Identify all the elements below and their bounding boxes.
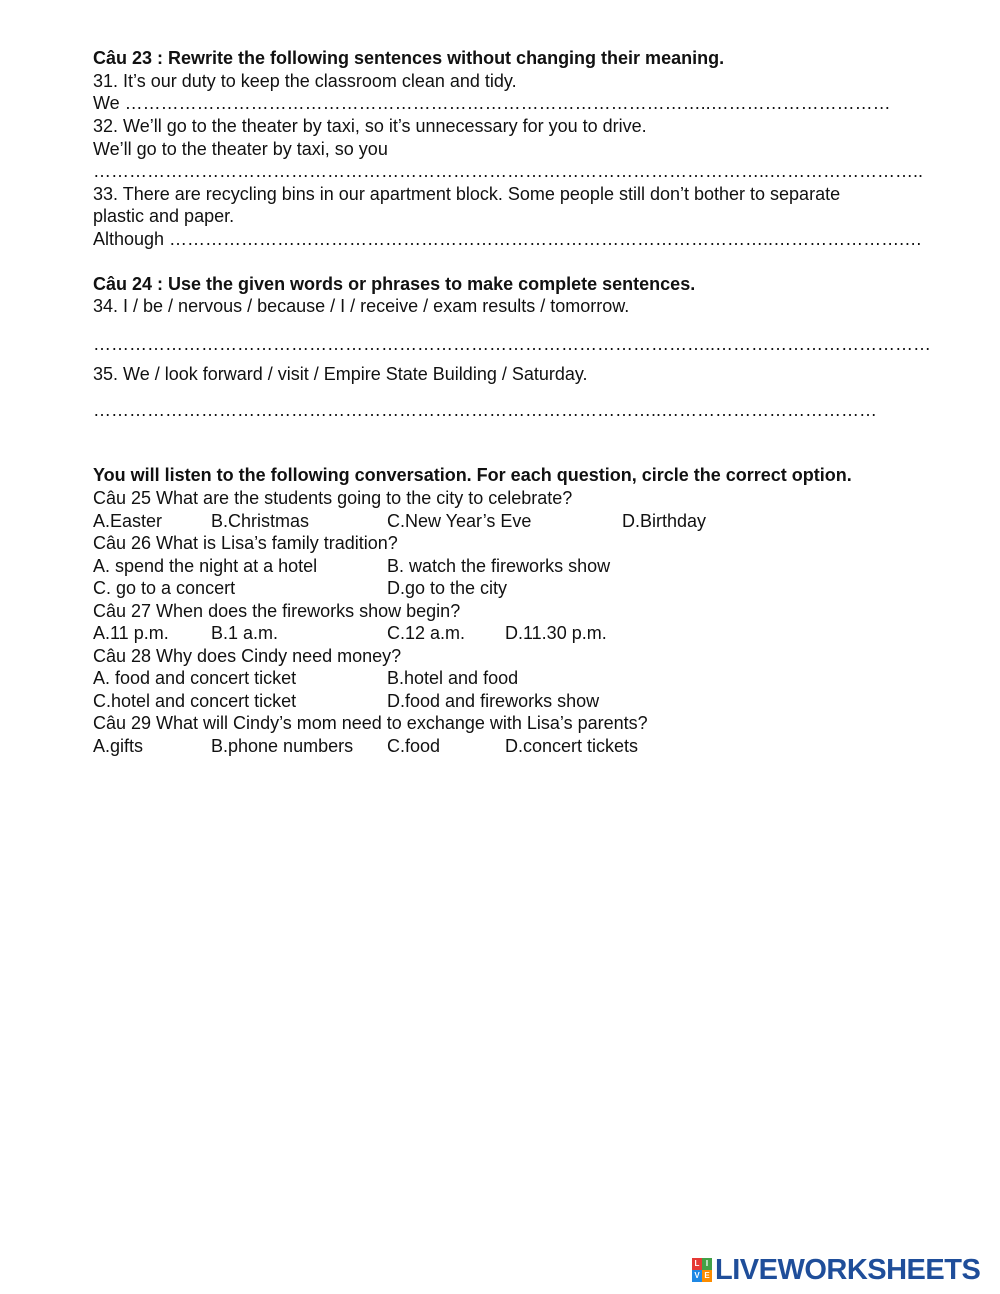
q26-option-b[interactable]: B. watch the fireworks show [387,556,611,576]
badge-letter-l: L [692,1258,702,1270]
q31-prompt: 31. It’s our duty to keep the classroom clean and tidy. [93,71,517,91]
q34-prompt: 34. I / be / nervous / because / I / receive / exam results / tomorrow. [93,296,630,316]
q29-option-b[interactable]: B.phone numbers [211,736,354,756]
q28-option-b[interactable]: B.hotel and food [387,668,519,688]
q29-stem: Câu 29 What will Cindy’s mom need to exchange with Lisa’s parents? [93,713,648,733]
q27-option-b[interactable]: B.1 a.m. [211,623,279,643]
q29-option-c[interactable]: C.food [387,736,441,756]
q34-answer-line[interactable] [93,333,948,355]
section-23-heading: Câu 23 : Rewrite the following sentences without changing their meaning. [93,48,725,68]
q34-blank: …………………………………………………………………………………………..……………………………… [93,334,932,354]
q33-prompt-line1: 33. There are recycling bins in our apartment block. Some people still don’t bother to separate [93,184,841,204]
q29-option-a[interactable]: A.gifts [93,736,144,756]
liveworksheets-badge-icon [692,1258,712,1282]
q32-blank: …………………………………………………………………………………………………..…………………….. [93,161,924,181]
q31-starter: We ……………………………………………………………………………………..………………………… [93,93,891,113]
q33-prompt-line2: plastic and paper. [93,206,235,226]
q26-option-c[interactable]: C. go to a concert [93,578,236,598]
q35-blank: …………………………………………………………………………………..……………………………… [93,400,878,420]
q32-starter: We’ll go to the theater by taxi, so you [93,139,388,159]
q27-option-d[interactable]: D.11.30 p.m. [505,623,607,643]
q35-answer-line[interactable] [93,399,948,421]
q31-answer-line[interactable] [93,92,943,114]
q25-stem: Câu 25 What are the students going to the city to celebrate? [93,488,573,508]
q28-option-d[interactable]: D.food and fireworks show [387,691,600,711]
q28-stem: Câu 28 Why does Cindy need money? [93,646,402,666]
badge-letter-v: V [692,1270,702,1282]
q25-option-b[interactable]: B.Christmas [211,511,310,531]
liveworksheets-wordmark: LIVEWORKSHEETS [715,1253,981,1286]
badge-letter-i: I [702,1258,712,1270]
q33-starter: Although ………………………………………………………………………………………..………………….… [93,229,923,249]
q35-prompt: 35. We / look forward / visit / Empire State Building / Saturday. [93,364,588,384]
q25-option-d[interactable]: D.Birthday [622,511,707,531]
q27-option-a[interactable]: A.11 p.m. [93,623,169,643]
badge-letter-e: E [702,1270,712,1282]
q32-answer-line[interactable] [93,160,938,182]
q25-option-c[interactable]: C.New Year’s Eve [387,511,532,531]
q33-answer-line[interactable] [93,228,953,250]
q28-option-a[interactable]: A. food and concert ticket [93,668,297,688]
liveworksheets-logo[interactable] [692,1253,980,1287]
q26-stem: Câu 26 What is Lisa’s family tradition? [93,533,398,553]
q26-option-d[interactable]: D.go to the city [387,578,508,598]
section-24-heading: Câu 24 : Use the given words or phrases to make complete sentences. [93,274,696,294]
listening-heading: You will listen to the following conversation. For each question, circle the correct option. [93,465,852,485]
q26-option-a[interactable]: A. spend the night at a hotel [93,556,318,576]
q32-prompt: 32. We’ll go to the theater by taxi, so it’s unnecessary for you to drive. [93,116,647,136]
q27-option-c[interactable]: C.12 a.m. [387,623,466,643]
q25-option-a[interactable]: A.Easter [93,511,163,531]
q29-option-d[interactable]: D.concert tickets [505,736,639,756]
q28-option-c[interactable]: C.hotel and concert ticket [93,691,297,711]
q27-stem: Câu 27 When does the fireworks show begin? [93,601,461,621]
